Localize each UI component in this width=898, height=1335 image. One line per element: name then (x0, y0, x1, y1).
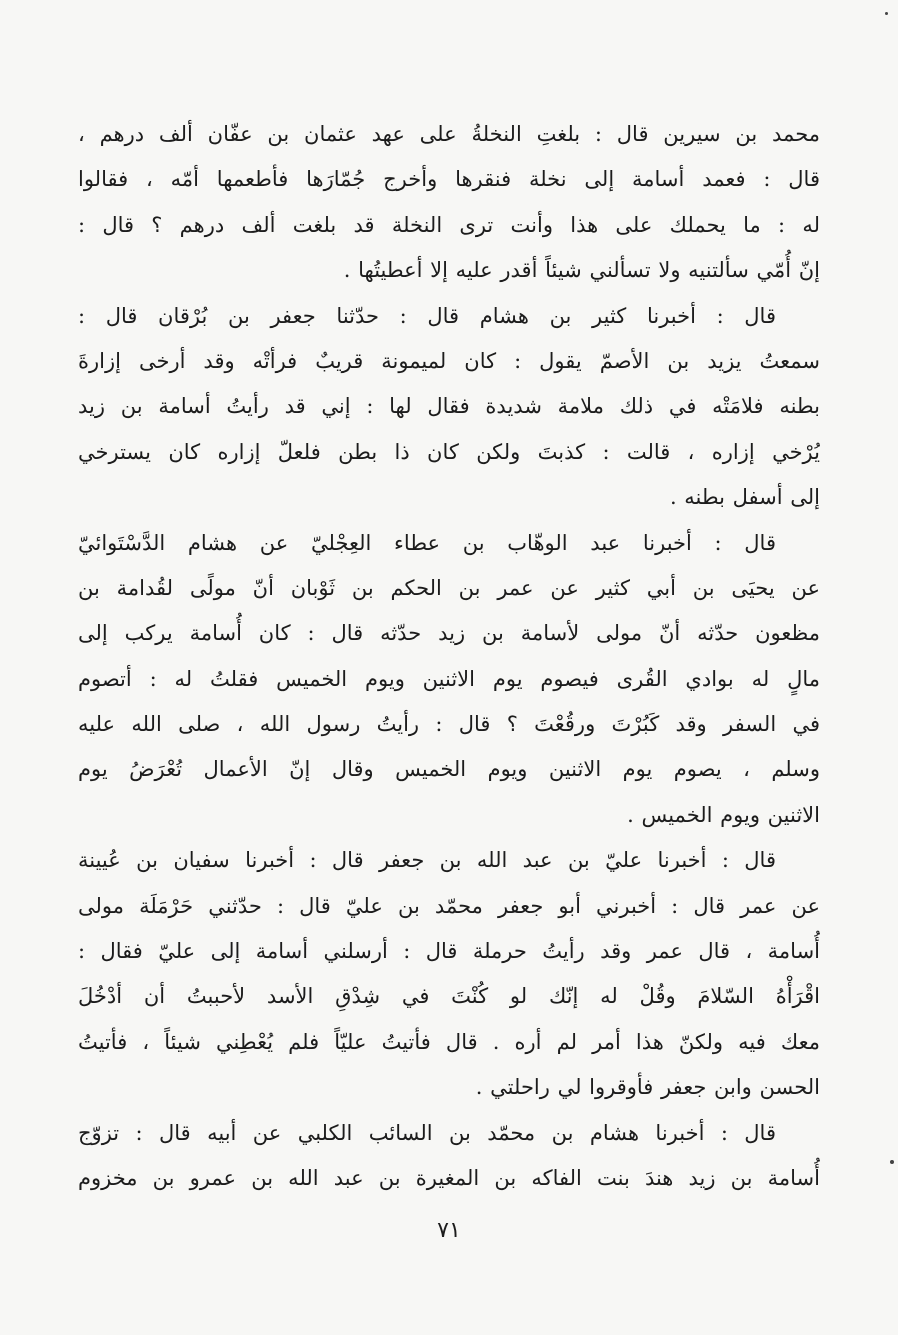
text-line: عن يحيَى بن أبي كثير عن عمر بن الحكم بن ثَوْبان أنّ مولًى لقُدامة بن (78, 575, 820, 600)
text-line: في السفر وقد كَبُرْتَ ورقُعْتَ ؟ قال : رأيتُ رسول الله ، صلى الله عليه (78, 712, 820, 737)
text-line: عن عمر قال : أخبرني أبو جعفر محمّد بن عليّ قال : حدّثني حَرْمَلَة مولى (78, 893, 820, 918)
text-line: إنّ أُمّي سألتنيه ولا تسألني شيئاً أقدر عليه إلا أعطيتُها . (343, 258, 820, 283)
text-line: مالٍ له بوادي القُرى فيصوم يوم الاثنين ويوم الخميس فقلتُ له : أتصوم (78, 666, 820, 691)
text-line: قال : أخبرنا عليّ بن عبد الله بن جعفر قال : أخبرنا سفيان بن عُيينة (78, 848, 776, 873)
text-line: اقْرَأْهُ السّلامَ وقُلْ له إنّك لو كُنْتَ في شِدْقِ الأسد لأحببتُ أن أدْخُلَ (78, 984, 820, 1009)
text-line: الاثنين ويوم الخميس . (627, 802, 820, 827)
text-line: أُسامة ، قال عمر وقد رأيتُ حرملة قال : أرسلني أسامة إلى عليّ فقال : (78, 939, 820, 964)
body-text (78, 112, 820, 1201)
text-line: قال : أخبرنا عبد الوهّاب بن عطاء العِجْليّ عن هشام الدَّسْتَوائيّ (78, 530, 776, 555)
text-line: الحسن وابن جعفر فأوقروا لي راحلتي . (475, 1075, 820, 1100)
text-line: سمعتُ يزيد بن الأصمّ يقول : كان لميمونة قريبٌ فرأتْه وقد أرخى إزارةَ (78, 348, 820, 373)
scan-speck (885, 12, 888, 15)
text-line: يُرْخي إزاره ، قالت : كذبتَ ولكن كان ذا بطن فلعلّ إزاره كان يسترخي (78, 439, 820, 464)
text-line: قال : أخبرنا هشام بن محمّد بن السائب الكلبي عن أبيه قال : تزوّج (78, 1120, 776, 1145)
text-line: بطنه فلامَتْه في ذلك ملامة شديدة فقال لها : إني قد رأيتُ أسامة بن زيد (78, 394, 820, 419)
text-line: محمد بن سيرين قال : بلغتِ النخلةُ على عهد عثمان بن عفّان ألف درهم ، (78, 122, 820, 146)
scan-speck (890, 1160, 894, 1164)
text-line: وسلم ، يصوم يوم الاثنين ويوم الخميس وقال إنّ الأعمال تُعْرَضُ يوم (78, 757, 820, 782)
text-line: معك فيه ولكنّ هذا أمر لم أره . قال فأتيتُ عليّاً فلم يُعْطِني شيئاً ، فأتيتُ (78, 1029, 820, 1054)
text-line: مظعون حدّثه أنّ مولى لأسامة بن زيد حدّثه قال : كان أُسامة يركب إلى (78, 621, 820, 646)
text-line: إلى أسفل بطنه . (669, 485, 820, 510)
text-line: قال : فعمد أسامة إلى نخلة فنقرها وأخرج جُمّارَها فأطعمها أمّه ، فقالوا (78, 167, 820, 192)
text-line: قال : أخبرنا كثير بن هشام قال : حدّثنا جعفر بن بُرْقان قال : (78, 303, 776, 328)
page-number: ٧١ (437, 1218, 461, 1243)
text-line: أُسامة بن زيد هندَ بنت الفاكه بن المغيرة بن عبد الله بن عمرو بن مخزوم (78, 1165, 820, 1190)
text-line: له : ما يحملك على هذا وأنت ترى النخلة قد بلغت ألف درهم ؟ قال : (78, 212, 820, 237)
